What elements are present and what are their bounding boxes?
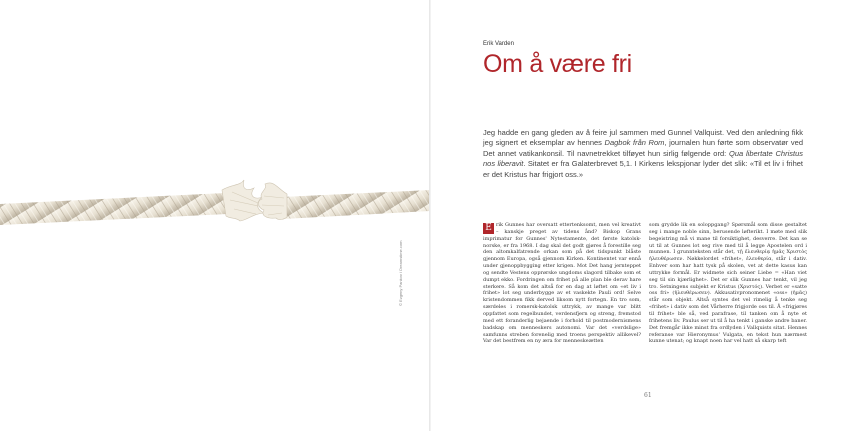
body-column-1 [483, 222, 641, 345]
drop-cap: E [483, 223, 494, 234]
body-column-2-text: som grydde lik en soloppgang? Spørsmål som disse gestaltet seg i mange noble sinn, berusende løfterikt. I møte med slik begeistring må vi mane til forsiktighet, desverre. Det kan se ut til at Gunnes lot seg rive med til å legge Apostelen ord i munnen. I grunnteksten står det, τῇ ἐλευθερίᾳ ἡμᾶς Χριστὸς ἠλευθέρωσεν. Nøkkelordet «frihet», ἐλευθερία, står i dativ. Enhver som har hatt tysk på skolen, vet at dette kasus kan uttrykke formål. Er widmete sich seiner Liebe = «Han viet seg til sin kjærlighet». Det er slik Gunnes har tenkt, vil jeg tro. Setningens subjekt er Kristus (Χριστός). Verbet er «satte oss fri» (ἠλευθέρωσεν). Akkusativpronomenet «oss» (ἡμᾶς) står som objekt. Altså syntes det vel rimelig å tenke seg «frihet» i dativ som det Vårherre frigjorde oss til. Å «frigjøres til frihet» ble så, ved parafrase, til tanken om å nyte et frihetens liv. Paulus ser ut til å ha tenkt i ganske andre baner. Det fremgår ikke minst fra ordlyden i Vallquists sitat. Hennes referanse var Hieronymus' Vulgata, en tekst hun nærmest kunne utenat; og knapt noen har vel hatt så skarp teft [649, 222, 807, 345]
body-column-2 [649, 222, 807, 345]
article-title: Om å være fri [483, 50, 632, 78]
photo-credit: © Evgeny Pankov / Dreamstime.com [398, 240, 403, 306]
intro-text-2: , journalen hun førte som observatør ved Det annet vatikankonsil. Til navnetrekket tilføyet hun sirlig følgende ord: [483, 138, 803, 158]
page-number: 61 [644, 392, 652, 399]
intro-text-3: . Sitatet er fra Galaterbrevet 5,1. I Kirkens lekspjonar lyder det slik: «Til et liv i frihet er det Kristus har frigjort oss.» [483, 159, 803, 179]
right-page [431, 0, 860, 431]
rope-right-strand [258, 183, 430, 220]
intro-italic-1: Dagbok från Rom [604, 138, 665, 148]
intro-text-1: Jeg hadde en gang gleden av å feire jul sammen med Gunnel Vallquist. Ved den anledning fikk jeg signert et eksemplar av hennes [483, 128, 803, 148]
intro-paragraph [483, 128, 803, 180]
body-column-1-text: rik Gunnes har oversatt ettertenksomt, men vel kreativt – kanskje preget av tidens ånd? Biskop Grans imprimatur for Gunnes' Nytestamente, det første katolsk-norske, er fra 1968. I dag skal det godt gjøres å forestille seg den altomkalfatrende orkan som på det tidspunkt blåste gjennom Europa, også gjennom Kirken. Kontinentet var ennå under gjenoppbygging etter krigen. Mot Det hang jernteppet og sendte Vestens opprørske ungdoms slagord tilbake som et dumpt ekko. Fordringen om frihet på alle plan ble derav hare sterkere. Så kom det altså for en dag at løftet om «et liv i frihet» lot seg underbygge av et vaskekte Pauli ord! Selve kristendommen fikk derved liksom nytt fortegn. En tro som, særdeles i romersk-katolsk uttrykk, av mange var blitt oppfattet som regelbundet, verdensfjern og streng, fremstod med ett foranderlig bejaende i forhold til postmodernismens badskap om menneskers autonomi. Var det «verdslige» samfunns streben forenelig med troens perspektiv allikevel? Var det bestfrem en ny æra for menneskeætten [483, 222, 641, 345]
intro-italic-2: Qua libertate Christus nos liberavit [483, 148, 803, 169]
rope-left-strand [0, 180, 264, 225]
author-name: Erik Varden [483, 41, 514, 47]
